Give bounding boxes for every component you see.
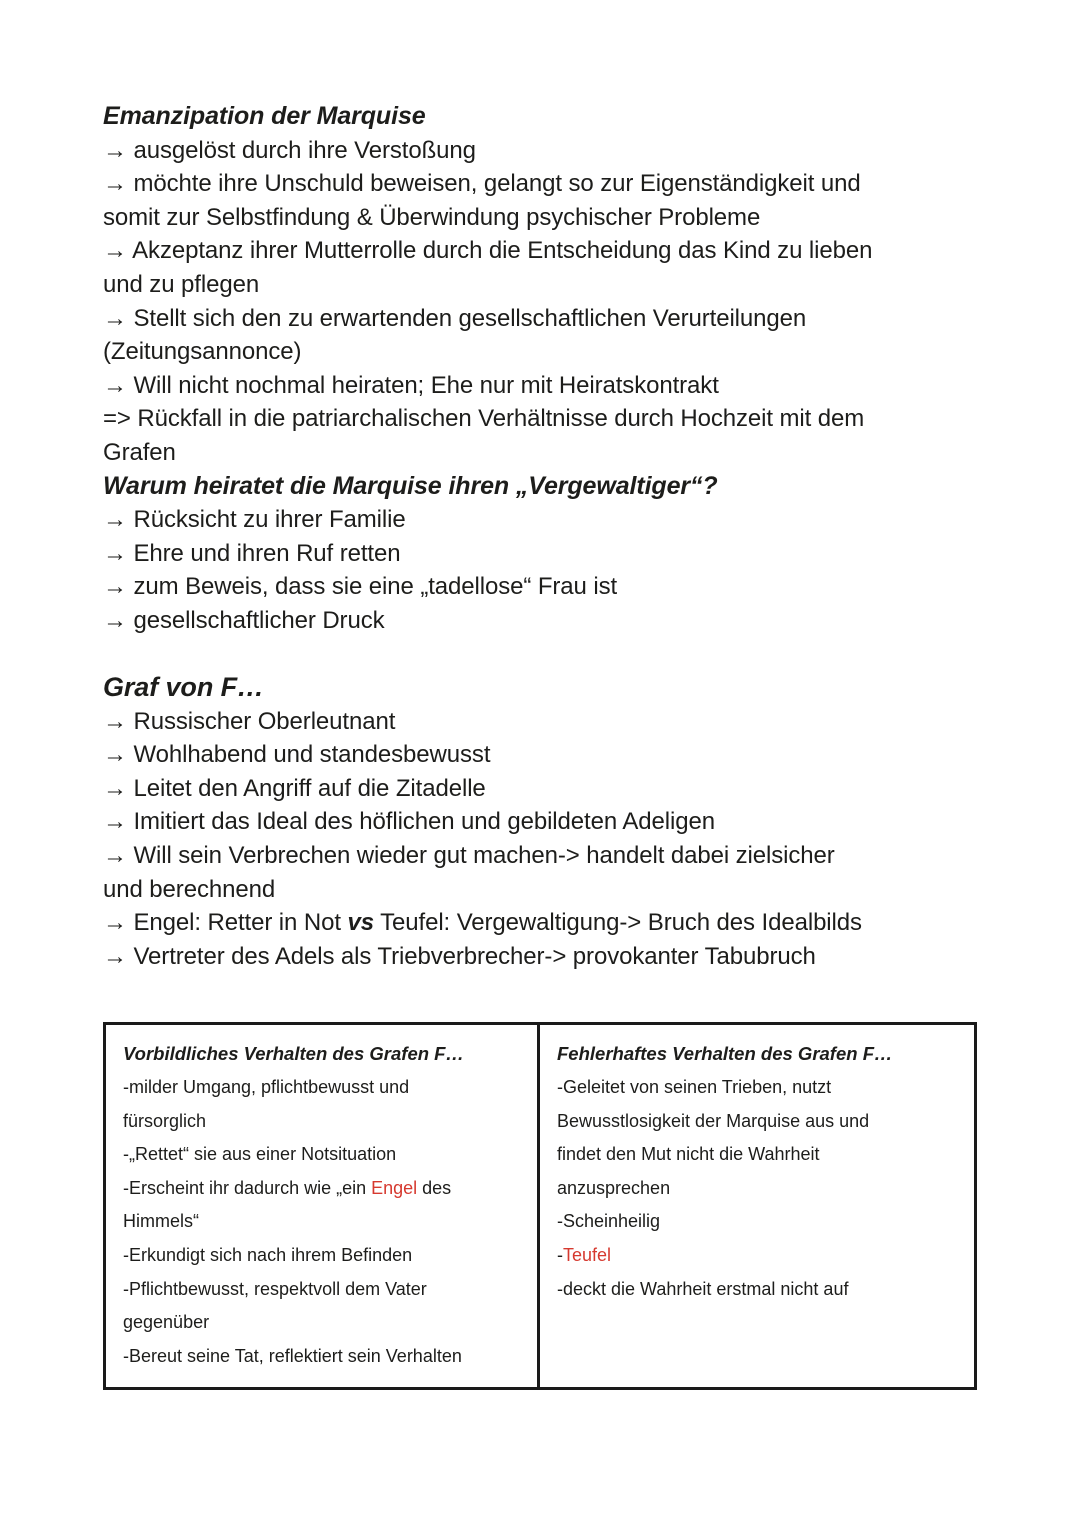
table-header-vorbildlich: Vorbildliches Verhalten des Grafen F… bbox=[123, 1043, 464, 1065]
heading-warum-heiratet: Warum heiratet die Marquise ihren „Vergewaltiger“? bbox=[103, 471, 718, 500]
table-row-continuation: Bewusstlosigkeit der Marquise aus und bbox=[557, 1110, 870, 1131]
table-column-fehlerhaft bbox=[540, 1025, 974, 1387]
table-row: -deckt die Wahrheit erstmal nicht auf bbox=[557, 1278, 849, 1299]
table-row-continuation: fürsorglich bbox=[123, 1110, 207, 1131]
bullet-line-engel-vs-teufel bbox=[103, 906, 1060, 940]
bullet-line: → Vertreter des Adels als Triebverbrecher-> provokanter Tabubruch bbox=[103, 942, 816, 970]
bullet-line: → Russischer Oberleutnant bbox=[103, 707, 396, 735]
table-row: -Erkundigt sich nach ihrem Befinden bbox=[123, 1245, 413, 1265]
table-row-continuation: findet den Mut nicht die Wahrheit bbox=[557, 1144, 820, 1165]
bullet-line: → Stellt sich den zu erwartenden gesellschaftlichen Verurteilungen bbox=[103, 304, 807, 332]
table-row-continuation: Himmels“ bbox=[123, 1211, 199, 1232]
table-row: -Pflichtbewusst, respektvoll dem Vater bbox=[123, 1278, 427, 1299]
bullet-line: → Leitet den Angriff auf die Zitadelle bbox=[103, 774, 486, 802]
table-row-engel bbox=[123, 1172, 521, 1206]
bullet-line-continuation: und berechnend bbox=[103, 875, 276, 903]
table-row-continuation: anzusprechen bbox=[557, 1177, 671, 1198]
table-row: -Scheinheilig bbox=[557, 1211, 661, 1232]
heading-graf-von-f: Graf von F… bbox=[103, 672, 264, 703]
bullet-line: → Imitiert das Ideal des höflichen und gebildeten Adeligen bbox=[103, 808, 715, 836]
teufel-highlight: Teufel bbox=[563, 1245, 612, 1265]
table-row: -„Rettet“ sie aus einer Notsituation bbox=[123, 1144, 397, 1165]
bullet-line: → gesellschaftlicher Druck bbox=[103, 606, 385, 634]
table-header-fehlerhaft: Fehlerhaftes Verhalten des Grafen F… bbox=[557, 1043, 893, 1065]
bullet-line: → zum Beweis, dass sie eine „tadellose“ Frau ist bbox=[103, 573, 618, 601]
bullet-line: → möchte ihre Unschuld beweisen, gelangt so zur Eigenständigkeit und bbox=[103, 170, 861, 198]
table-row: -Bereut seine Tat, reflektiert sein Verhalten bbox=[123, 1345, 462, 1366]
bullet-line-continuation: und zu pflegen bbox=[103, 270, 260, 298]
table-row-continuation: gegenüber bbox=[123, 1312, 210, 1333]
vs-emphasis: vs bbox=[347, 909, 374, 937]
engel-highlight: Engel bbox=[371, 1177, 418, 1198]
table-row: -Geleitet von seinen Trieben, nutzt bbox=[557, 1077, 832, 1098]
table-row-teufel bbox=[557, 1239, 958, 1273]
bullet-line-continuation: (Zeitungsannonce) bbox=[103, 338, 302, 366]
line-text: Teufel: Vergewaltigung-> Bruch des Idealbilds bbox=[373, 909, 862, 937]
bullet-line: → Ehre und ihren Ruf retten bbox=[103, 539, 401, 567]
comparison-table bbox=[103, 1022, 977, 1390]
bullet-line-continuation: somit zur Selbstfindung & Überwindung psychischer Probleme bbox=[103, 203, 761, 231]
bullet-line: → Wohlhabend und standesbewusst bbox=[103, 741, 491, 769]
row-text: - bbox=[557, 1245, 563, 1265]
bullet-line: → Will sein Verbrechen wieder gut machen-> handelt dabei zielsicher bbox=[103, 842, 835, 870]
table-row: -milder Umgang, pflichtbewusst und bbox=[123, 1077, 410, 1098]
bullet-line: → Akzeptanz ihrer Mutterrolle durch die Entscheidung das Kind zu lieben bbox=[103, 237, 873, 265]
row-text: -Erscheint ihr dadurch wie „ein bbox=[123, 1177, 372, 1198]
table-column-vorbildlich bbox=[106, 1025, 540, 1387]
line-text: → Engel: Retter in Not bbox=[103, 909, 348, 937]
bullet-line: → ausgelöst durch ihre Verstoßung bbox=[103, 136, 476, 164]
row-text: des bbox=[417, 1177, 452, 1198]
blank-line bbox=[103, 638, 1060, 672]
bullet-line: → Will nicht nochmal heiraten; Ehe nur mit Heiratskontrakt bbox=[103, 371, 719, 399]
arrow-conclusion-line: => Rückfall in die patriarchalischen Verhältnisse durch Hochzeit mit dem bbox=[103, 405, 865, 433]
bullet-line: → Rücksicht zu ihrer Familie bbox=[103, 506, 406, 534]
bullet-line-continuation: Grafen bbox=[103, 438, 176, 466]
heading-emanzipation: Emanzipation der Marquise bbox=[103, 102, 426, 130]
